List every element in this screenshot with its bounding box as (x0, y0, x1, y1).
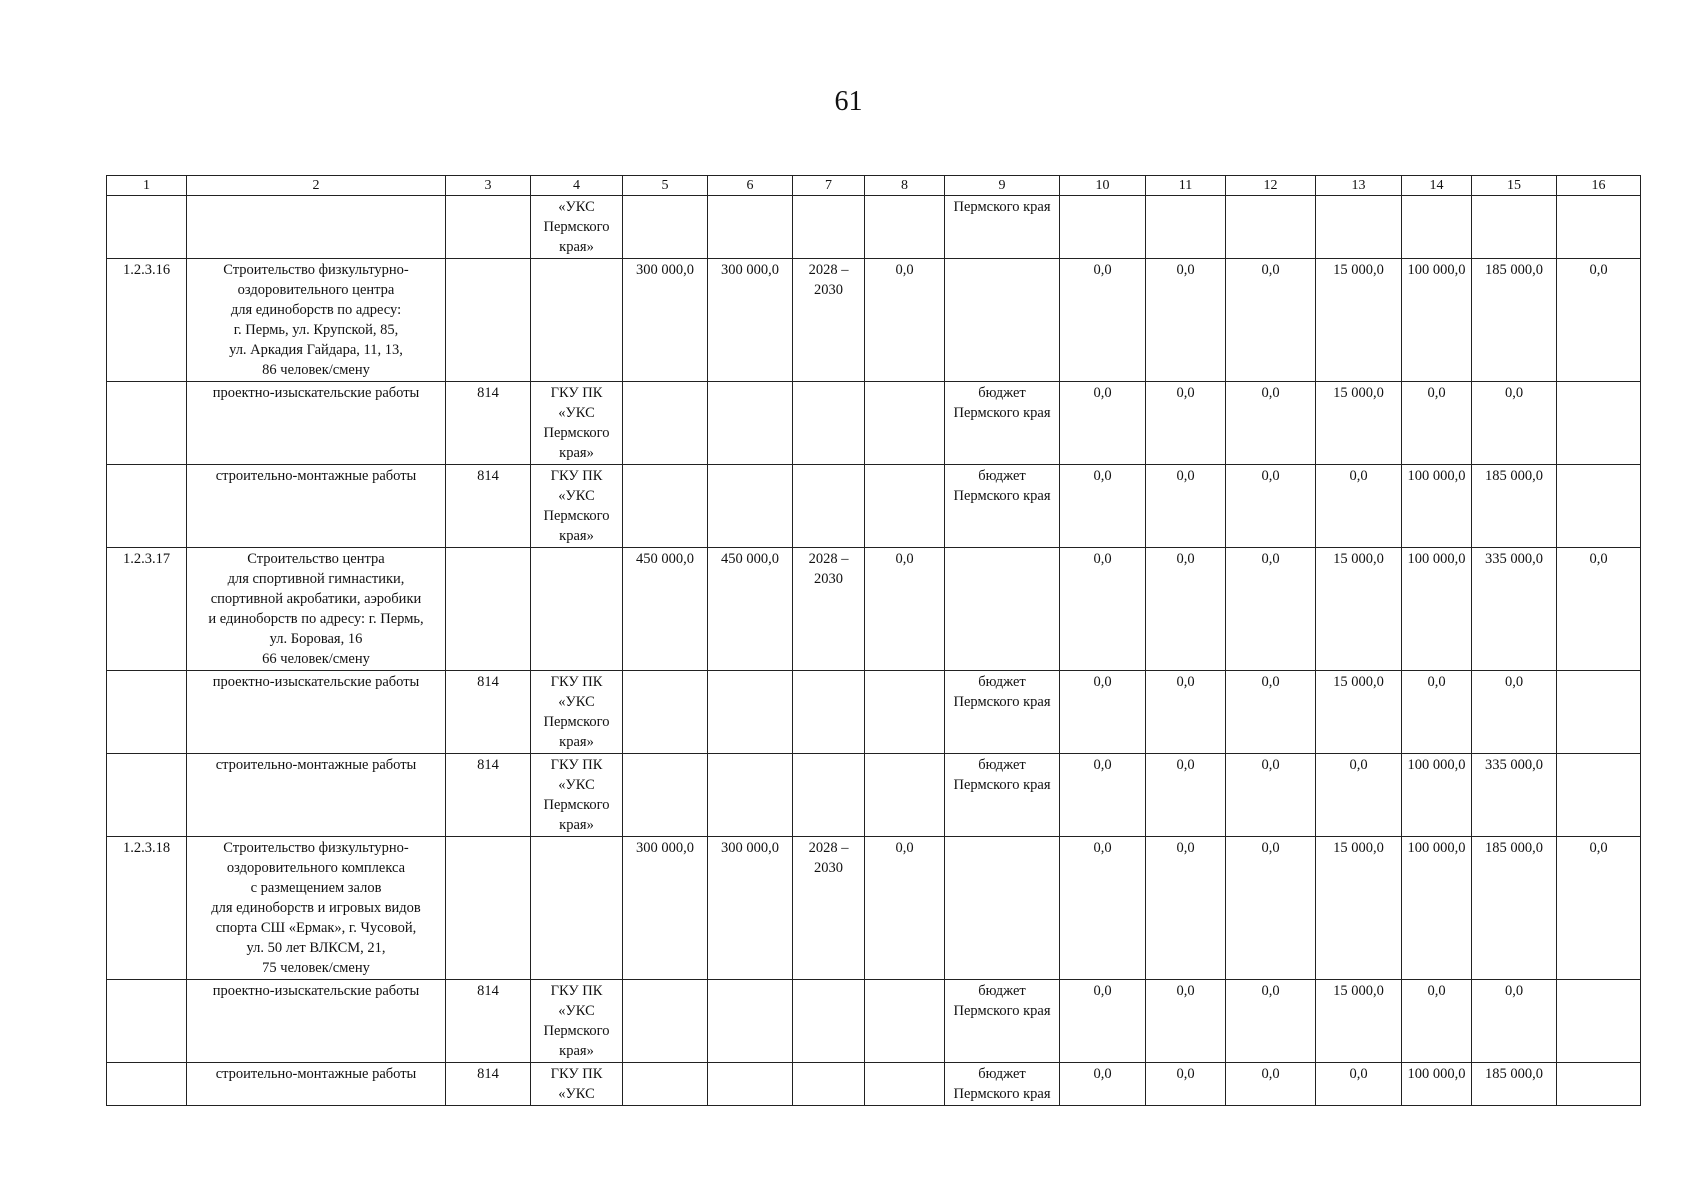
cell-code-814: 814 (446, 980, 531, 1063)
cell-col10: 0,0 (1060, 465, 1146, 548)
cell-col12: 0,0 (1226, 382, 1316, 465)
cell-code-814 (446, 196, 531, 259)
cell-col12: 0,0 (1226, 980, 1316, 1063)
cell-funding-source (945, 548, 1060, 671)
cell-code-814: 814 (446, 465, 531, 548)
cell-item-code (107, 465, 187, 548)
cell-col14: 100 000,0 (1402, 548, 1472, 671)
table-row (107, 980, 1641, 1063)
cell-total-cost (623, 754, 708, 837)
cell-col12: 0,0 (1226, 259, 1316, 382)
column-number-13: 13 (1316, 176, 1402, 196)
cell-total-cost: 300 000,0 (623, 837, 708, 980)
cell-col15: 0,0 (1472, 671, 1557, 754)
cell-funding-source: бюджет Пермского края (945, 382, 1060, 465)
cell-col10: 0,0 (1060, 1063, 1146, 1106)
cell-item-code: 1.2.3.16 (107, 259, 187, 382)
cell-col15: 185 000,0 (1472, 837, 1557, 980)
table-row (107, 465, 1641, 548)
column-number-7: 7 (793, 176, 865, 196)
cell-period (793, 754, 865, 837)
cell-col8 (865, 671, 945, 754)
cell-col11: 0,0 (1146, 382, 1226, 465)
cell-total-cost (623, 382, 708, 465)
cell-funding-source (945, 837, 1060, 980)
cell-item-code (107, 1063, 187, 1106)
cell-col10: 0,0 (1060, 980, 1146, 1063)
cell-funding-source: бюджет Пермского края (945, 671, 1060, 754)
cell-period: 2028 – 2030 (793, 259, 865, 382)
cell-col12: 0,0 (1226, 837, 1316, 980)
cell-period (793, 1063, 865, 1106)
cell-col12 (1226, 196, 1316, 259)
cell-executor: ГКУ ПК «УКС (531, 1063, 623, 1106)
cell-executor (531, 837, 623, 980)
cell-code-814: 814 (446, 754, 531, 837)
cell-col13: 0,0 (1316, 465, 1402, 548)
cell-code-814 (446, 548, 531, 671)
cell-code-814: 814 (446, 671, 531, 754)
cell-item-code (107, 196, 187, 259)
cell-code-814: 814 (446, 1063, 531, 1106)
cell-funding-source (945, 259, 1060, 382)
cell-col16: 0,0 (1557, 259, 1641, 382)
cell-col16 (1557, 980, 1641, 1063)
cell-executor: ГКУ ПК «УКС Пермского края» (531, 671, 623, 754)
cell-code-814: 814 (446, 382, 531, 465)
cell-executor: ГКУ ПК «УКС Пермского края» (531, 465, 623, 548)
cell-total-cost: 450 000,0 (623, 548, 708, 671)
cell-period (793, 980, 865, 1063)
column-number-8: 8 (865, 176, 945, 196)
cell-col11: 0,0 (1146, 1063, 1226, 1106)
cell-col8: 0,0 (865, 837, 945, 980)
cell-funding-source: бюджет Пермского края (945, 1063, 1060, 1106)
cell-col13: 0,0 (1316, 1063, 1402, 1106)
cell-funding-source: бюджет Пермского края (945, 465, 1060, 548)
cell-total-cost (623, 980, 708, 1063)
table-row (107, 754, 1641, 837)
cell-executor (531, 259, 623, 382)
cell-description: проектно-изыскательские работы (187, 980, 446, 1063)
cell-total-cost: 300 000,0 (623, 259, 708, 382)
cell-col11: 0,0 (1146, 671, 1226, 754)
cell-col14: 0,0 (1402, 980, 1472, 1063)
cell-col13 (1316, 196, 1402, 259)
cell-col8 (865, 754, 945, 837)
cell-cost-col6 (708, 382, 793, 465)
cell-funding-source: Пермского края (945, 196, 1060, 259)
cell-cost-col6 (708, 671, 793, 754)
cell-description: строительно-монтажные работы (187, 465, 446, 548)
cell-executor: ГКУ ПК «УКС Пермского края» (531, 382, 623, 465)
cell-col15: 0,0 (1472, 382, 1557, 465)
cell-col16 (1557, 196, 1641, 259)
cell-col15: 185 000,0 (1472, 465, 1557, 548)
cell-code-814 (446, 259, 531, 382)
table-row (107, 548, 1641, 671)
cell-col13: 15 000,0 (1316, 671, 1402, 754)
cell-cost-col6 (708, 196, 793, 259)
cell-col16 (1557, 1063, 1641, 1106)
cell-total-cost (623, 196, 708, 259)
cell-col13: 15 000,0 (1316, 980, 1402, 1063)
cell-period (793, 671, 865, 754)
cell-col11 (1146, 196, 1226, 259)
cell-item-code (107, 754, 187, 837)
cell-col16 (1557, 754, 1641, 837)
cell-col16 (1557, 382, 1641, 465)
column-number-9: 9 (945, 176, 1060, 196)
cell-total-cost (623, 671, 708, 754)
cell-col15: 335 000,0 (1472, 754, 1557, 837)
cell-col12: 0,0 (1226, 465, 1316, 548)
cell-executor: ГКУ ПК «УКС Пермского края» (531, 980, 623, 1063)
table-row (107, 671, 1641, 754)
cell-col14: 0,0 (1402, 382, 1472, 465)
cell-col11: 0,0 (1146, 465, 1226, 548)
column-number-6: 6 (708, 176, 793, 196)
cell-col10: 0,0 (1060, 754, 1146, 837)
cell-col8 (865, 382, 945, 465)
cell-cost-col6: 450 000,0 (708, 548, 793, 671)
cell-col14: 100 000,0 (1402, 1063, 1472, 1106)
cell-col15: 0,0 (1472, 980, 1557, 1063)
cell-col12: 0,0 (1226, 1063, 1316, 1106)
cell-col15: 185 000,0 (1472, 259, 1557, 382)
table-row (107, 837, 1641, 980)
budget-table (106, 175, 1641, 1106)
cell-col14: 100 000,0 (1402, 259, 1472, 382)
cell-period (793, 465, 865, 548)
cell-funding-source: бюджет Пермского края (945, 754, 1060, 837)
cell-cost-col6: 300 000,0 (708, 837, 793, 980)
cell-description: Строительство физкультурно- оздоровительного комплекса с размещением залов для единоборств и игровых видов спорта СШ «Ермак», г. Чусовой, ул. 50 лет ВЛКСМ, 21, 75 человек/смену (187, 837, 446, 980)
cell-executor: ГКУ ПК «УКС Пермского края» (531, 754, 623, 837)
cell-total-cost (623, 1063, 708, 1106)
cell-col13: 15 000,0 (1316, 382, 1402, 465)
cell-col11: 0,0 (1146, 259, 1226, 382)
cell-item-code (107, 671, 187, 754)
cell-col16 (1557, 465, 1641, 548)
table-body (107, 196, 1641, 1106)
cell-description: Строительство центра для спортивной гимнастики, спортивной акробатики, аэробики и единоборств по адресу: г. Пермь, ул. Боровая, 16 66 человек/смену (187, 548, 446, 671)
cell-item-code (107, 382, 187, 465)
table-row (107, 382, 1641, 465)
cell-cost-col6 (708, 980, 793, 1063)
cell-col14: 100 000,0 (1402, 837, 1472, 980)
cell-col8 (865, 465, 945, 548)
cell-period (793, 382, 865, 465)
cell-col13: 15 000,0 (1316, 837, 1402, 980)
cell-col11: 0,0 (1146, 754, 1226, 837)
cell-description: Строительство физкультурно- оздоровительного центра для единоборств по адресу: г. Пермь, ул. Крупской, 85, ул. Аркадия Гайдара, 11, 13, 86 человек/смену (187, 259, 446, 382)
column-number-row (107, 176, 1641, 196)
cell-col11: 0,0 (1146, 980, 1226, 1063)
cell-cost-col6 (708, 754, 793, 837)
cell-executor (531, 548, 623, 671)
cell-description: проектно-изыскательские работы (187, 382, 446, 465)
cell-col10: 0,0 (1060, 382, 1146, 465)
cell-cost-col6 (708, 465, 793, 548)
column-number-10: 10 (1060, 176, 1146, 196)
table-row (107, 1063, 1641, 1106)
column-number-1: 1 (107, 176, 187, 196)
cell-col11: 0,0 (1146, 548, 1226, 671)
cell-col10: 0,0 (1060, 837, 1146, 980)
cell-col12: 0,0 (1226, 548, 1316, 671)
cell-period (793, 196, 865, 259)
cell-item-code: 1.2.3.17 (107, 548, 187, 671)
cell-col14: 100 000,0 (1402, 465, 1472, 548)
cell-col8 (865, 196, 945, 259)
cell-col12: 0,0 (1226, 671, 1316, 754)
column-number-16: 16 (1557, 176, 1641, 196)
cell-description: строительно-монтажные работы (187, 1063, 446, 1106)
cell-cost-col6: 300 000,0 (708, 259, 793, 382)
cell-col16 (1557, 671, 1641, 754)
cell-col12: 0,0 (1226, 754, 1316, 837)
cell-col8 (865, 1063, 945, 1106)
cell-description (187, 196, 446, 259)
cell-total-cost (623, 465, 708, 548)
column-number-5: 5 (623, 176, 708, 196)
cell-item-code (107, 980, 187, 1063)
cell-col14 (1402, 196, 1472, 259)
column-number-15: 15 (1472, 176, 1557, 196)
cell-col15 (1472, 196, 1557, 259)
cell-period: 2028 – 2030 (793, 548, 865, 671)
cell-description: строительно-монтажные работы (187, 754, 446, 837)
column-number-11: 11 (1146, 176, 1226, 196)
cell-col16: 0,0 (1557, 548, 1641, 671)
cell-description: проектно-изыскательские работы (187, 671, 446, 754)
table-row (107, 196, 1641, 259)
cell-col14: 0,0 (1402, 671, 1472, 754)
cell-col15: 185 000,0 (1472, 1063, 1557, 1106)
cell-col14: 100 000,0 (1402, 754, 1472, 837)
cell-col8: 0,0 (865, 259, 945, 382)
cell-col10 (1060, 196, 1146, 259)
cell-col13: 15 000,0 (1316, 259, 1402, 382)
cell-col15: 335 000,0 (1472, 548, 1557, 671)
cell-col8 (865, 980, 945, 1063)
cell-item-code: 1.2.3.18 (107, 837, 187, 980)
cell-col11: 0,0 (1146, 837, 1226, 980)
cell-code-814 (446, 837, 531, 980)
cell-executor: «УКС Пермского края» (531, 196, 623, 259)
cell-col10: 0,0 (1060, 259, 1146, 382)
column-number-3: 3 (446, 176, 531, 196)
cell-col13: 0,0 (1316, 754, 1402, 837)
column-number-4: 4 (531, 176, 623, 196)
cell-col8: 0,0 (865, 548, 945, 671)
table-row (107, 259, 1641, 382)
column-number-14: 14 (1402, 176, 1472, 196)
cell-col13: 15 000,0 (1316, 548, 1402, 671)
cell-funding-source: бюджет Пермского края (945, 980, 1060, 1063)
cell-col16: 0,0 (1557, 837, 1641, 980)
cell-col10: 0,0 (1060, 548, 1146, 671)
page-number: 61 (834, 86, 863, 117)
cell-period: 2028 – 2030 (793, 837, 865, 980)
column-number-12: 12 (1226, 176, 1316, 196)
cell-cost-col6 (708, 1063, 793, 1106)
cell-col10: 0,0 (1060, 671, 1146, 754)
column-number-2: 2 (187, 176, 446, 196)
